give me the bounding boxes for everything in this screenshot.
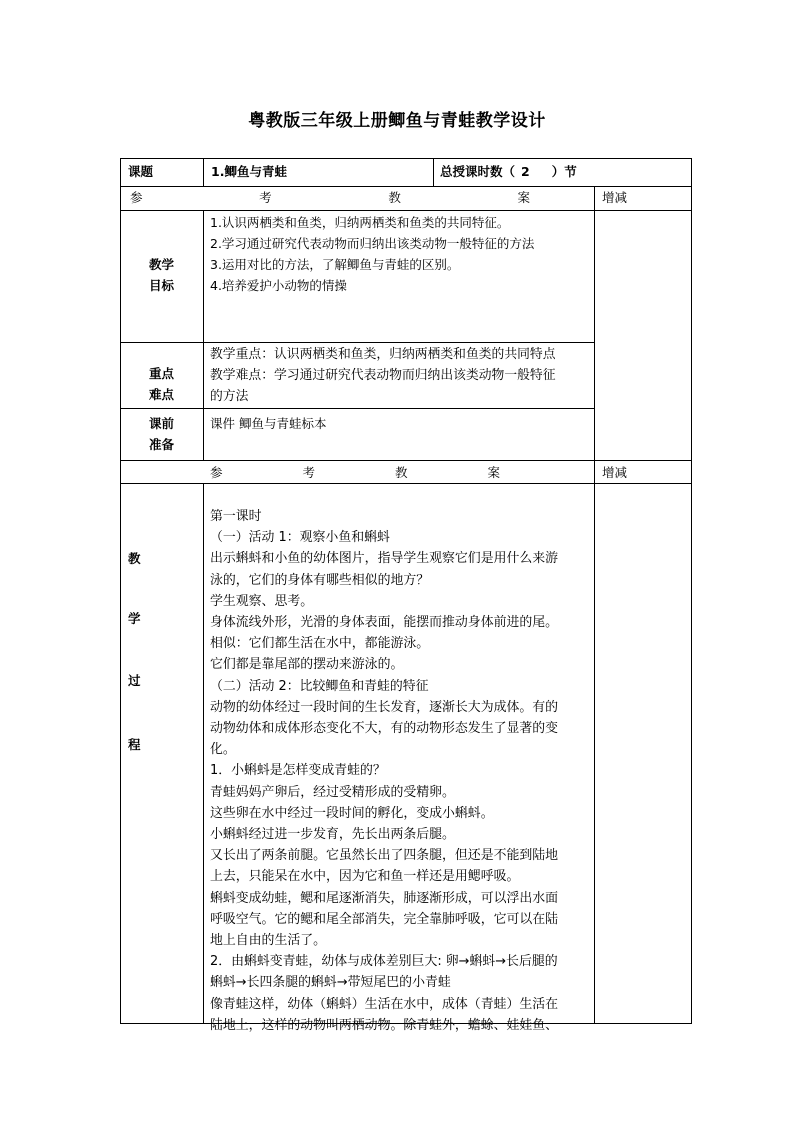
process-label-char: 程 xyxy=(128,737,141,752)
header-char: 案 xyxy=(487,465,500,480)
preparation-value: 课件 鲫鱼与青蛙标本 xyxy=(210,416,327,431)
header-char: 参 xyxy=(130,190,143,205)
grid-line xyxy=(203,158,204,186)
grid-line xyxy=(594,186,595,460)
header-char: 考 xyxy=(259,190,272,205)
grid-line xyxy=(203,210,204,460)
periods-suffix: ）节 xyxy=(551,164,577,179)
objective-item: 4.培养爱护小动物的情操 xyxy=(210,278,347,293)
grid-line xyxy=(203,483,204,1023)
objectives-label: 教学 目标 xyxy=(148,257,174,293)
adjust-header: 增减 xyxy=(602,190,628,205)
key-points-label: 重点 难点 xyxy=(148,366,174,402)
grid-line xyxy=(120,210,692,211)
grid-line xyxy=(120,408,594,409)
header-char: 考 xyxy=(302,465,315,480)
header-char: 教 xyxy=(394,465,408,480)
key-points-text: 教学重点：认识两栖类和鱼类，归纳两栖类和鱼类的共同特点 教学难点：学习通过研究代表动物而归纳出该类动物一般特征 的方法 xyxy=(210,347,556,404)
process-text: 第一课时 （一）活动 1：观察小鱼和蝌蚪 出示蝌蚪和小鱼的幼体图片，指导学生观察它们是用什么来游 泳的，它们的身体有哪些相似的地方？ 学生观察、思考。 身体流线外形，光滑的身体表面，能摆而推动身体前进的尾。 相似：它们都生活在水中，都能游泳。 它们都是靠尾部的摆动来游泳的。 （二）活动 2：比较鲫鱼和青蛙的特征 动物的幼体经过一段时间的生长发育，逐渐长大为成体。有的 动物幼体和成体形态变化不大，有的动物形态发生了显著的变 化。 1．小蝌蚪是怎样变成青蛙的？ 青蛙妈妈产卵后，经过受精形成的受精卵。 这些卵在水中经过一段时间的孵化，变成小蝌蚪。 小蝌蚪经过进一步发育，先长出两条后腿。 又长出了两条前腿。它虽然长出了四条腿，但还是不能到陆地 上去，只能呆在水中，因为它和鱼一样还是用鳃呼吸。 蝌蚪变成幼蛙，鳃和尾逐渐消失，肺逐渐形成，可以浮出水面 呼吸空气。它的鳃和尾全部消失，完全靠肺呼吸，它可以在陆 地上自由的生活了。 2．由蝌蚪变青蛙，幼体与成体差别巨大: 卵→蝌蚪→长后腿的 蝌蚪→长四条腿的蝌蚪→带短尾巴的小青蛙 像青蛙这样，幼体（蝌蚪）生活在水中，成体（青蛙）生活在 陆地上，这样的动物叫两栖动物。除青蛙外，蟾蜍、娃娃鱼、 xyxy=(210,509,559,1033)
header-char: 教 xyxy=(388,190,401,205)
process-label-char: 教 xyxy=(128,551,141,566)
objectives-list xyxy=(210,212,534,296)
topic-label: 课题 xyxy=(128,164,154,179)
grid-line xyxy=(120,483,692,484)
periods-prefix: 总授课时数（ xyxy=(440,164,516,179)
topic-value: 1.鲫鱼与青蛙 xyxy=(211,164,287,179)
grid-line xyxy=(120,342,594,343)
grid-line xyxy=(691,158,692,1024)
preparation-label: 课前 准备 xyxy=(148,416,174,452)
periods-value: 2 xyxy=(521,164,530,179)
header-char: 案 xyxy=(517,190,530,205)
lesson-plan-table xyxy=(120,158,692,1033)
grid-line xyxy=(594,460,595,1023)
process-label-char: 学 xyxy=(128,611,141,626)
process-label-char: 过 xyxy=(128,673,141,688)
objective-item: 1.认识两栖类和鱼类，归纳两栖类和鱼类的共同特征。 xyxy=(210,215,510,230)
grid-line xyxy=(120,158,692,159)
grid-line xyxy=(120,460,692,461)
objective-item: 3.运用对比的方法，了解鲫鱼与青蛙的区别。 xyxy=(210,257,460,272)
reference-header-2 xyxy=(210,462,500,483)
total-periods xyxy=(440,161,577,182)
objective-item: 2.学习通过研究代表动物而归纳出该类动物一般特征的方法 xyxy=(210,236,535,251)
header-char: 参 xyxy=(210,465,223,480)
grid-line xyxy=(433,158,434,186)
adjust-header-2: 增减 xyxy=(602,465,628,480)
page-title: 粤教版三年级上册鲫鱼与青蛙教学设计 xyxy=(248,111,546,131)
reference-header xyxy=(130,187,530,208)
